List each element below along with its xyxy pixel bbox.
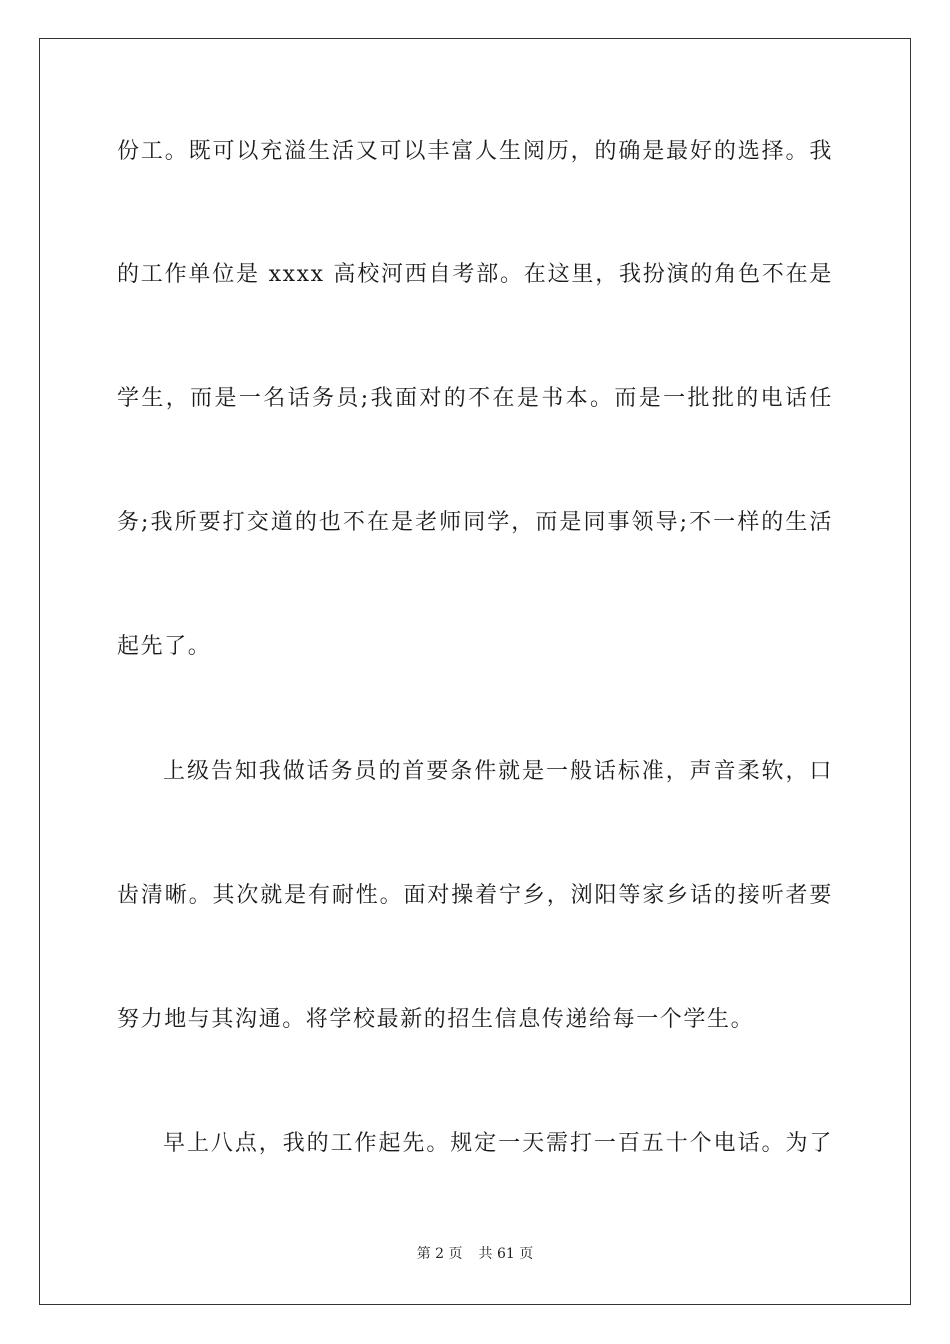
text-line-1: 份工。既可以充溢生活又可以丰富人生阅历，的确是最好的选择。我 <box>117 139 833 164</box>
page-number: 第 2 页 <box>416 1246 463 1262</box>
paragraph-2-line-2: 齿清晰。其次就是有耐性。面对操着宁乡，浏阳等家乡话的接听者要 <box>117 883 833 908</box>
text-line-4: 务;我所要打交道的也不在是老师同学，而是同事领导;不一样的生活 <box>117 510 833 535</box>
page-footer <box>0 1244 950 1264</box>
total-pages: 共 61 页 <box>478 1246 534 1262</box>
page-border <box>39 38 911 1305</box>
text-line-3: 学生，而是一名话务员;我面对的不在是书本。而是一批批的电话任 <box>117 386 833 411</box>
paragraph-3-line-1: 早上八点，我的工作起先。规定一天需打一百五十个电话。为了 <box>163 1131 833 1156</box>
text-line-2: 的工作单位是 xxxx 高校河西自考部。在这里，我扮演的角色不在是 <box>117 262 833 287</box>
text-line-5: 起先了。 <box>117 634 212 659</box>
paragraph-2-line-3: 努力地与其沟通。将学校最新的招生信息传递给每一个学生。 <box>117 1007 755 1032</box>
paragraph-2-line-1: 上级告知我做话务员的首要条件就是一般话标准，声音柔软，口 <box>163 759 833 784</box>
